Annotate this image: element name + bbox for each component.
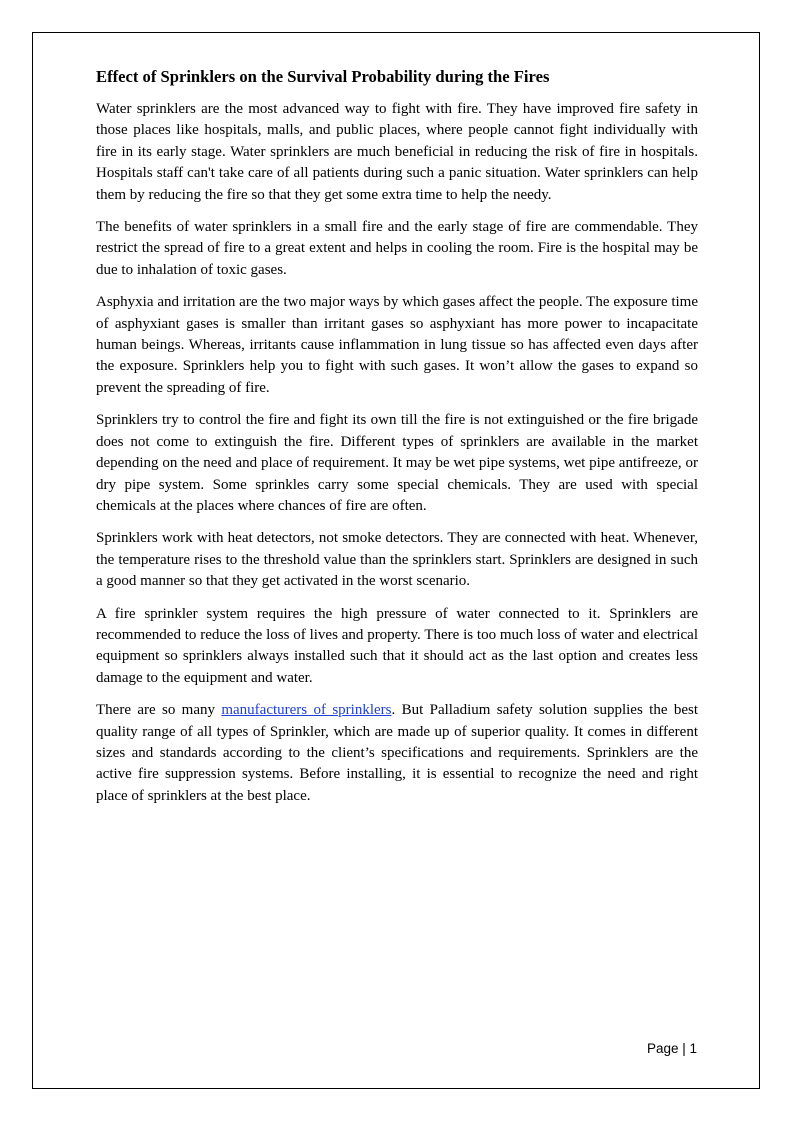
paragraph-3: Asphyxia and irritation are the two major ways by which gases affect the people. The exposure time of asphyxiant gases is smaller than irritant gases so asphyxiant has more power to incapacitate human beings. Whereas, irritants cause inflammation in lung tissue so has affected even days after the exposure. Sprinklers help you to fight with such gases. It won’t allow the gases to expand so prevent the spreading of fire. — [96, 294, 698, 396]
paragraph-7-rest: . But Palladium safety solution supplies the best quality range of all types of Sprinkler, which are made up of superior quality. It comes in different sizes and standards according to the client’s specifications and requirements. Sprinklers are the active fire suppression systems. Before installing, it is essential to recognize the need and right place of sprinklers at the best place. — [96, 702, 698, 804]
paragraph-7 — [96, 700, 698, 807]
paragraph-6: A fire sprinkler system requires the high pressure of water connected to it. Sprinklers are recommended to reduce the loss of lives and property. There is too much loss of water and electrical equipment so sprinklers always installed such that it should act as the last option and creates less damage to the equipment and water. — [96, 605, 698, 686]
manufacturers-link[interactable]: manufacturers of sprinklers — [221, 702, 392, 719]
page-number: Page | 1 — [646, 1041, 697, 1056]
paragraph-1: Water sprinklers are the most advanced way to fight with fire. They have improved fire safety in those places like hospitals, malls, and public places, where people cannot fight individually with fire in its early stage. Water sprinklers are much beneficial in reducing the risk of fire in hospitals. Hospitals staff can't take care of all patients during such a panic situation. Water sprinklers can help them by reducing the fire so that they get some extra time to help the needy. — [96, 101, 698, 203]
paragraph-4: Sprinklers try to control the fire and fight its own till the fire is not extinguished or the fire brigade does not come to extinguish the fire. Different types of sprinklers are available in the market depending on the need and place of requirement. It may be wet pipe systems, wet pipe antifreeze, or dry pipe system. Some sprinkles carry some special chemicals. They are used with special chemicals at the places where chances of fire are often. — [96, 412, 698, 514]
paragraph-2: The benefits of water sprinklers in a small fire and the early stage of fire are commendable. They restrict the spread of fire to a great extent and helps in cooling the room. Fire is the hospital may be due to inhalation of toxic gases. — [96, 219, 698, 278]
document-body — [96, 66, 698, 818]
document-title: Effect of Sprinklers on the Survival Probability during the Fires — [96, 67, 550, 86]
paragraph-5: Sprinklers work with heat detectors, not smoke detectors. They are connected with heat. Whenever, the temperature rises to the threshold value than the sprinklers start. Sprinklers are designed in such a good manner so that they get activated in the worst scenario. — [96, 530, 698, 590]
paragraph-7-lead: There are so many — [96, 702, 222, 719]
